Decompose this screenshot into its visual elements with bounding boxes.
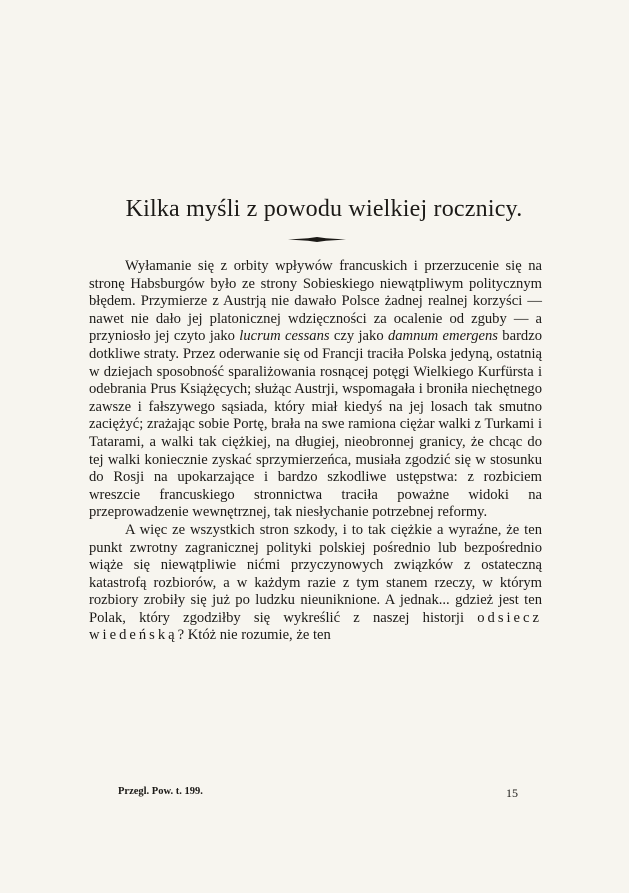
title-divider-ornament (288, 237, 346, 242)
page-footer (118, 786, 518, 802)
spaced-emphasis-phrase: odsiecz wiedeńską (89, 609, 542, 644)
paragraph-1-text-a: Wyłamanie się z orbity wpływów francuskich i przerzucenie się na stronę Habsburgów było ze strony Sobieskiego niewątpliwym politycznym błędem. Przymierze z Austrją nie dawało Polsce żadnej realnej korzyści — nawet nie dało jej platonicznej wdzięczności za ocalenie od zguby — a przyniosło jej czyto jako (89, 258, 542, 345)
page-number: 15 (506, 786, 518, 800)
latin-phrase-lucrum-cessans: lucrum cessans (239, 328, 330, 345)
article-title: Kilka myśli z powodu wielkiej rocznicy. (125, 196, 523, 222)
paragraph-1-text-c: bardzo dotkliwe straty. Przez oderwanie się od Francji traciła Polska jedyną, ostatnią w dziejach sposobność sparaliżowania rosnącej potęgi Wielkiego Kurfürsta i odebrania Prus Książęcych; służąc Austrji, wspomagała i broniła niechętnego zawsze i fałszywego sąsiada, który miał kiedyś na jej losach tak smutno zaciężyć; zrażając sobie Portę, brała na swe ramiona ciężar walki z Turkami i Tatarami, a walki tak ciężkiej, na długiej, nieobronnej granicy, że chcąc do tej walki koniecznie zyskać sprzymierzeńca, musiała zgodzić się w stosunku do Rosji na upokarzające i bardzo szkodliwe ustępstwa: z rozbiciem wreszcie francuskiego stronnictwa traciła poważne widoki na przeprowadzenie wewnętrznej, tak niesłychanie potrzebnej reformy. (89, 328, 542, 521)
journal-signature: Przegl. Pow. t. 199. (118, 786, 203, 797)
paragraph-1 (89, 258, 542, 522)
latin-phrase-damnum-emergens: damnum emergens (387, 328, 498, 345)
paragraph-1-text-b: czy jako (329, 328, 388, 345)
article-body (89, 258, 542, 645)
paragraph-2-text-b: ? Któż nie rozumie, że ten (177, 627, 331, 644)
paragraph-2 (89, 522, 542, 645)
paragraph-2-text-a: A więc ze wszystkich stron szkody, i to tak ciężkie a wyraźne, że ten punkt zwrotny zagranicznej polityki polskiej pośrednio lub bezpośrednio wiąże się niewątpliwie nićmi przyczynowych związków z ostateczną katastrofą rozbiorów, a w każdym razie z tym stanem rzeczy, w którym rozbiory zrobiły się już po ludzku nieuniknione. A jednak... gdzież jest ten Polak, który zgodziłby się wykreślić z naszej historji (89, 521, 542, 626)
